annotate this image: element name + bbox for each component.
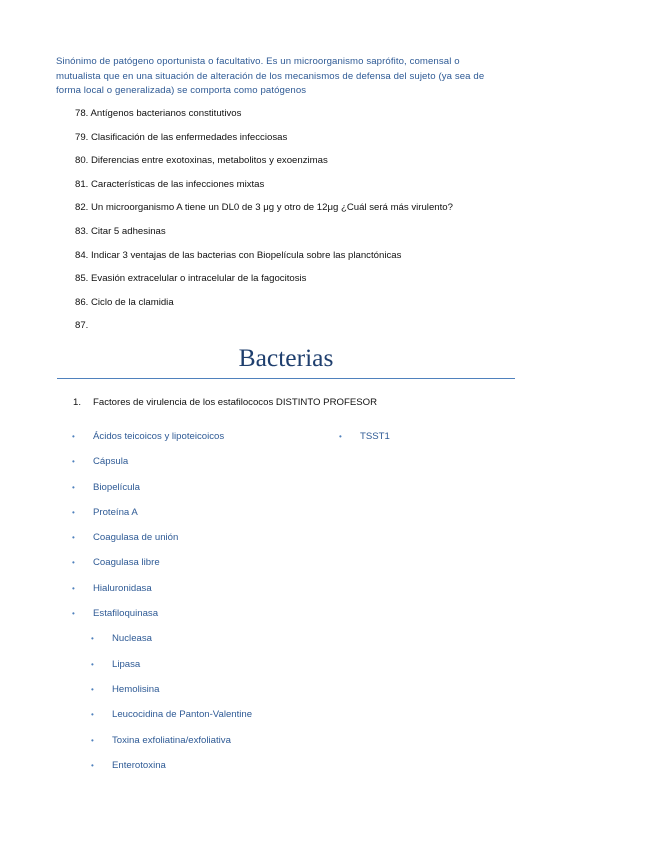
item-title: Factores de virulencia de los estafilococos DISTINTO PROFESOR [93,397,378,408]
section-heading: Bacterias [238,343,334,372]
question-item: 87. [75,320,89,332]
bullet-icon: • [91,735,94,745]
question-item: 78. Antígenos bacterianos constitutivos [75,108,242,119]
question-item: 85. Evasión extracelular o intracelular de la fagocitosis [75,273,307,285]
bullet-icon: • [72,432,75,441]
intro-paragraph: Sinónimo de patógeno oportunista o facultativo. Es un microorganismo saprófito, comensal o mutualista que en una situación de alteración de los mecanismos de defensa del sujeto (ya sea de forma local o generalizada) se comporta como patógenos [56,56,485,96]
numbered-item-heading [73,397,377,408]
bullet-icon: • [72,457,75,467]
bullet-icon: • [72,482,75,492]
heading-underline [57,378,515,379]
bullet-icon: • [72,533,75,543]
bullet-icon: • [72,558,75,568]
bullet-icon: • [91,710,94,720]
bullet-icon: • [91,760,94,770]
question-item: 84. Indicar 3 ventajas de las bacterias con Biopelícula sobre las planctónicas [75,249,402,261]
question-item: 81. Características de las infecciones mixtas [75,178,265,190]
bullet-icon: • [91,659,94,669]
bullet-icon: • [91,634,94,644]
item-number: 1. [73,397,82,408]
question-item: 80. Diferencias entre exotoxinas, metabolitos y exoenzimas [75,155,328,167]
bullet-icon: • [72,507,75,517]
question-item: 79. Clasificación de las enfermedades infecciosas [75,131,288,143]
question-item: 86. Ciclo de la clamidia [75,296,174,308]
question-list [75,108,453,344]
document-page: Sinónimo de patógeno oportunista o facultativo. Es un microorganismo saprófito, comensal o mutualista que en una situación de alteración de los mecanismos de defensa del sujeto (ya sea de forma local o generalizada) se comporta como patógenos 78. Antígenos bacterianos constitutivos 79. Clasificación de las enfermedades infecciosas 80. Diferencias entre exotoxinas, metabolitos y exoenzimas 81. Características de las infecciones mixtas 82. Un microorganismo A tiene un DL0 de 3 μg y otro de 12μg ¿Cuál será más virulento? 83. Citar 5 adhesinas 84. Indicar 3 ventajas de las bacterias con Biopelícula sobre las planctónicas 85. Evasión extracelular o intracelular de la fagocitosis 86. Ciclo de la clamidia 87. Bacterias 1. Factores de virulencia de los estafilococos DISTINTO PROFESOR • Ácidos teicoicos y lipoteicoicos • Cápsula • Biopelícula • Proteína A • Coagulasa de unión • Coagulasa libre • Hialuronidasa • Estafiloquinasa • Nucleasa • Lipasa • Hemolisina • Leucocidina de Panton-Valentine • Toxina exfoliatina/exfoliativa • Enterotoxina • TSST1 [0,0,655,848]
bullet-icon: • [91,684,94,694]
bullet-icon: • [72,609,75,619]
bullet-icon: • [339,432,342,441]
question-item: 82. Un microorganismo A tiene un DL0 de 3 μg y otro de 12μg ¿Cuál será más virulento? [75,202,453,214]
bullet-icon: • [72,583,75,593]
question-item: 83. Citar 5 adhesinas [75,225,166,237]
